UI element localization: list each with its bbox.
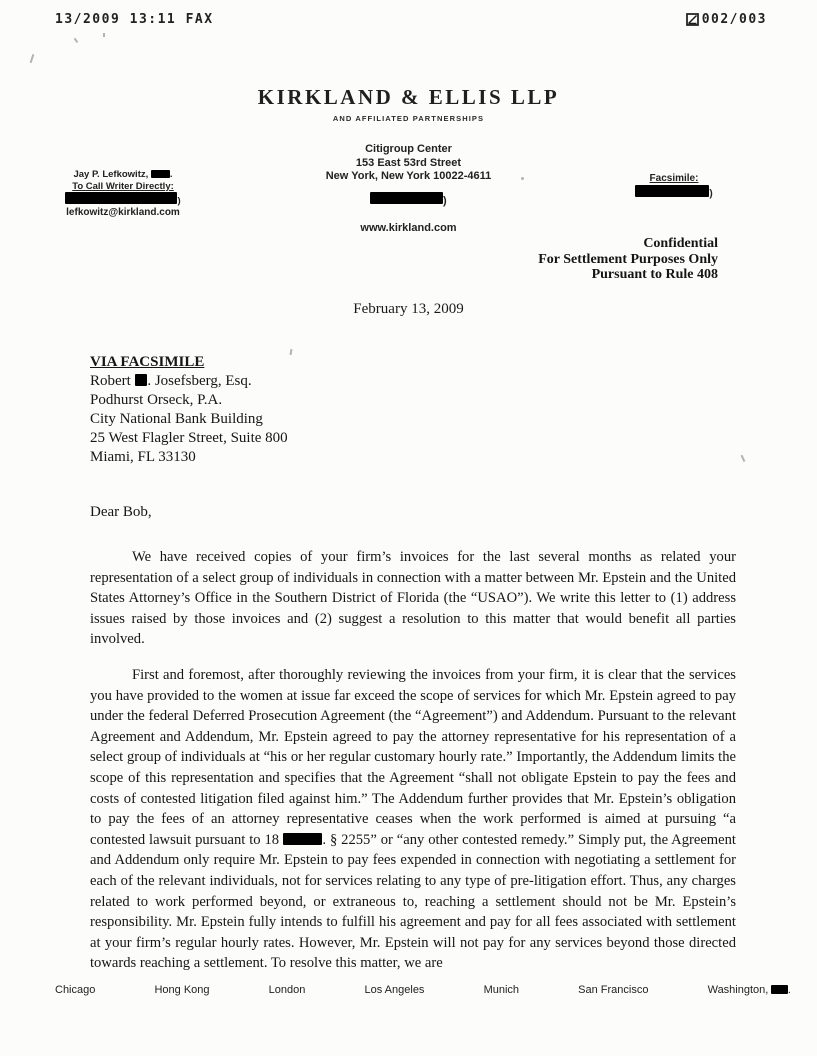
scan-artifact xyxy=(521,177,524,180)
redaction-bar xyxy=(370,192,443,205)
scan-artifact xyxy=(30,54,34,63)
footer-city: Hong Kong xyxy=(154,984,210,996)
footer-city: San Francisco xyxy=(578,984,649,996)
redaction-bar xyxy=(65,192,177,204)
fax-page-count-group xyxy=(686,12,767,27)
confidential-line: Pursuant to Rule 408 xyxy=(591,267,718,282)
body-paragraph: We have received copies of your firm’s invoices for the last several months as related your representation of a select group of individuals in connection with a matter between Mr. Epstein and the United States Attorney’s Office in the Southern District of Florida (the “USAO”). We write this letter to (1) address issues raised by those invoices and (2) suggest a resolution to this matter that would benefit all parties involved. xyxy=(90,549,736,648)
fax-page-icon xyxy=(686,13,699,26)
letter-date: February 13, 2009 xyxy=(353,301,464,317)
footer-city: Los Angeles xyxy=(364,984,425,996)
scan-artifact xyxy=(74,38,78,43)
recipient-address-line: 25 West Flagler Street, Suite 800 xyxy=(90,430,288,446)
facsimile-label: Facsimile: xyxy=(649,173,699,184)
writer-name: Jay P. Lefkowitz, . xyxy=(73,169,173,180)
redaction-bar xyxy=(283,833,322,845)
writer-call-label: To Call Writer Directly: xyxy=(72,180,174,192)
recipient-address xyxy=(90,372,736,467)
scan-artifact xyxy=(103,33,105,37)
facsimile-number-redacted: ) xyxy=(629,185,719,200)
body-paragraphs xyxy=(90,547,736,974)
via-facsimile-label: VIA FACSIMILE xyxy=(90,354,205,370)
body-paragraph: First and foremost, after thoroughly reviewing the invoices from your firm, it is clear that the services you have provided to the women at issue far exceed the scope of services for which Mr. Epstein agreed to pay under the federal Deferred Prosecution Agreement (the “Agreement”) and Addendum. Pursuant to the relevant Agreement and Addendum, Mr. Epstein agreed to pay the attorney representative for his representation of a select group of individuals at “his or her regular customary hourly rate.” Importantly, the Addendum limits the scope of this representation and specifies that the Agreement “shall not obligate Epstein to pay the fees and costs of contested litigation filed against him.” The Addendum further provides that Mr. Epstein’s obligation to pay the fees of an attorney representative ceases when the work performed is aimed at pursuing “a contested lawsuit pursuant to 18 . § 2255” or “any other contested remedy.” Simply put, the Agreement and Addendum only require Mr. Epstein to pay fees expended in connection with negotiating a settlement for each of the relevant individuals, not for services relating to any type of pre-litigation effort. Thus, any charges related to work performed beyond, or extraneous to, reaching a settlement should not be Mr. Epstein’s responsibility. Mr. Epstein fully intends to fulfill his agreement and pay for all fees associated with settlement at your firm’s regular hourly rates. However, Mr. Epstein will not pay for any services beyond those directed towards reaching a settlement. To resolve this matter, we are xyxy=(90,666,736,972)
writer-phone-redacted: ) xyxy=(42,192,204,207)
salutation: Dear Bob, xyxy=(90,504,152,520)
letter-body xyxy=(90,353,736,974)
fax-timestamp: 13/2009 13:11 FAX xyxy=(55,12,214,27)
writer-email: lefkowitz@kirkland.com xyxy=(66,206,180,218)
firm-website: www.kirkland.com xyxy=(360,221,457,234)
confidential-line: Confidential xyxy=(643,236,718,251)
recipient-address-line: Robert . Josefsberg, Esq. xyxy=(90,373,252,389)
recipient-address-line: Podhurst Orseck, P.A. xyxy=(90,392,223,408)
redaction-bar xyxy=(771,985,788,994)
fax-transmission-header xyxy=(55,12,767,27)
office-address-line: 153 East 53rd Street xyxy=(355,156,462,169)
confidential-notice xyxy=(538,236,718,283)
scan-artifact xyxy=(741,455,745,462)
redaction-bar xyxy=(151,170,170,178)
footer-city: Chicago xyxy=(55,984,96,996)
office-phone-redacted: ) xyxy=(0,192,817,208)
recipient-address-line: City National Bank Building xyxy=(90,411,263,427)
office-address-line: New York, New York 10022-4611 xyxy=(325,170,492,182)
confidential-line: For Settlement Purposes Only xyxy=(538,251,718,267)
fax-page-count: 002/003 xyxy=(701,12,767,27)
writer-contact-block xyxy=(42,169,204,218)
firm-tagline: AND AFFILIATED PARTNERSHIPS xyxy=(332,114,485,123)
footer-city: Washington, . xyxy=(707,984,791,996)
redaction-bar xyxy=(635,185,709,197)
redaction-bar xyxy=(135,374,148,386)
footer-office-cities xyxy=(55,984,791,996)
footer-city: Munich xyxy=(483,984,520,996)
recipient-address-line: Miami, FL 33130 xyxy=(90,449,196,465)
office-address-line: Citigroup Center xyxy=(365,143,452,155)
facsimile-block xyxy=(629,173,719,200)
letterhead xyxy=(0,85,817,123)
firm-name: KIRKLAND & ELLIS LLP xyxy=(257,85,560,109)
footer-city: London xyxy=(268,984,306,996)
